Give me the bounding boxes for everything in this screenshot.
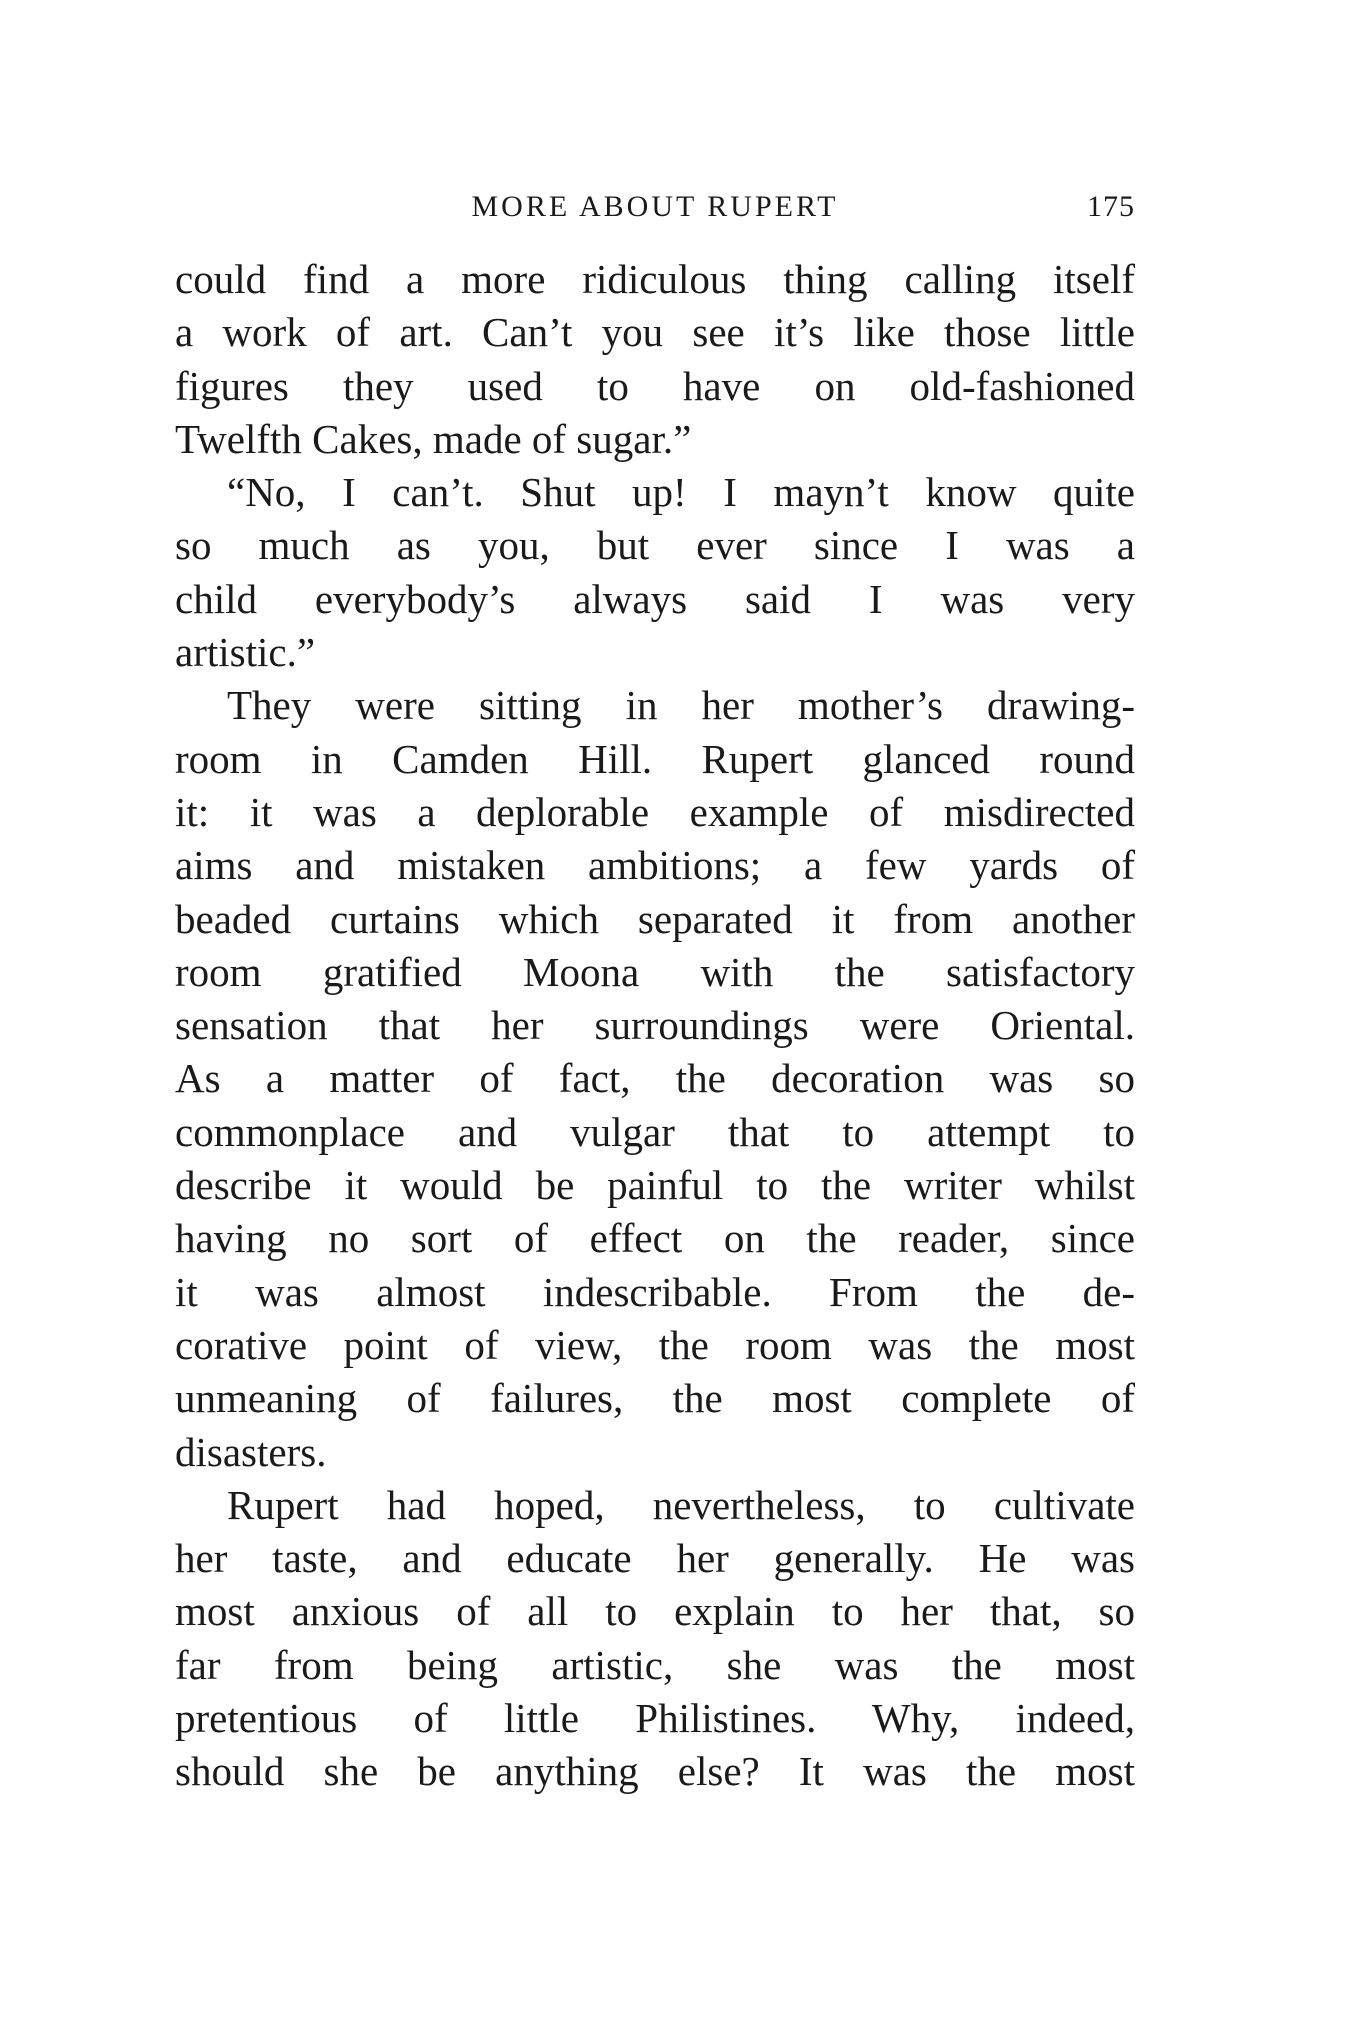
text-line: figures they used to have on old-fashioned (175, 362, 1135, 409)
text-line: child everybody’s always said I was very (175, 575, 1135, 622)
text-line: should she be anything else? It was the most (175, 1748, 1135, 1795)
text-line: her taste, and educate her generally. He was (175, 1535, 1135, 1582)
text-line: sensation that her surroundings were Oriental. (175, 1002, 1135, 1049)
text-line: Rupert had hoped, nevertheless, to cultivate (227, 1481, 1135, 1528)
running-title: MORE ABOUT RUPERT (471, 190, 839, 223)
text-line: it was almost indescribable. From the de- (175, 1268, 1135, 1315)
text-line: having no sort of effect on the reader, since (175, 1215, 1135, 1262)
text-line: a work of art. Can’t you see it’s like those little (175, 309, 1135, 356)
text-line: aims and mistaken ambitions; a few yards of (175, 842, 1135, 889)
text-line: beaded curtains which separated it from another (175, 895, 1135, 942)
text-line: unmeaning of failures, the most complete of (175, 1375, 1135, 1422)
text-line: As a matter of fact, the decoration was so (175, 1055, 1135, 1102)
text-line: disasters. (175, 1428, 327, 1475)
text-line: could find a more ridiculous thing calling itself (175, 256, 1135, 302)
text-line: pretentious of little Philistines. Why, indeed, (175, 1695, 1135, 1742)
text-line: corative point of view, the room was the most (175, 1321, 1135, 1368)
text-line: artistic.” (175, 629, 316, 676)
text-line: Twelfth Cakes, made of sugar.” (175, 415, 692, 462)
text-line: describe it would be painful to the writer whilst (175, 1162, 1135, 1209)
body-text (175, 253, 1135, 1799)
page-number: 175 (1087, 190, 1135, 223)
text-line: most anxious of all to explain to her that, so (175, 1588, 1135, 1635)
text-line: “No, I can’t. Shut up! I mayn’t know quite (227, 469, 1135, 516)
text-line: far from being artistic, she was the most (175, 1641, 1135, 1688)
text-line: commonplace and vulgar that to attempt to (175, 1108, 1135, 1155)
text-line: They were sitting in her mother’s drawing- (227, 682, 1135, 729)
text-line: it: it was a deplorable example of misdirected (175, 788, 1135, 835)
running-head (175, 190, 1135, 234)
text-line: room gratified Moona with the satisfactory (175, 948, 1135, 995)
text-line: so much as you, but ever since I was a (175, 522, 1135, 569)
text-line: room in Camden Hill. Rupert glanced round (175, 735, 1135, 782)
